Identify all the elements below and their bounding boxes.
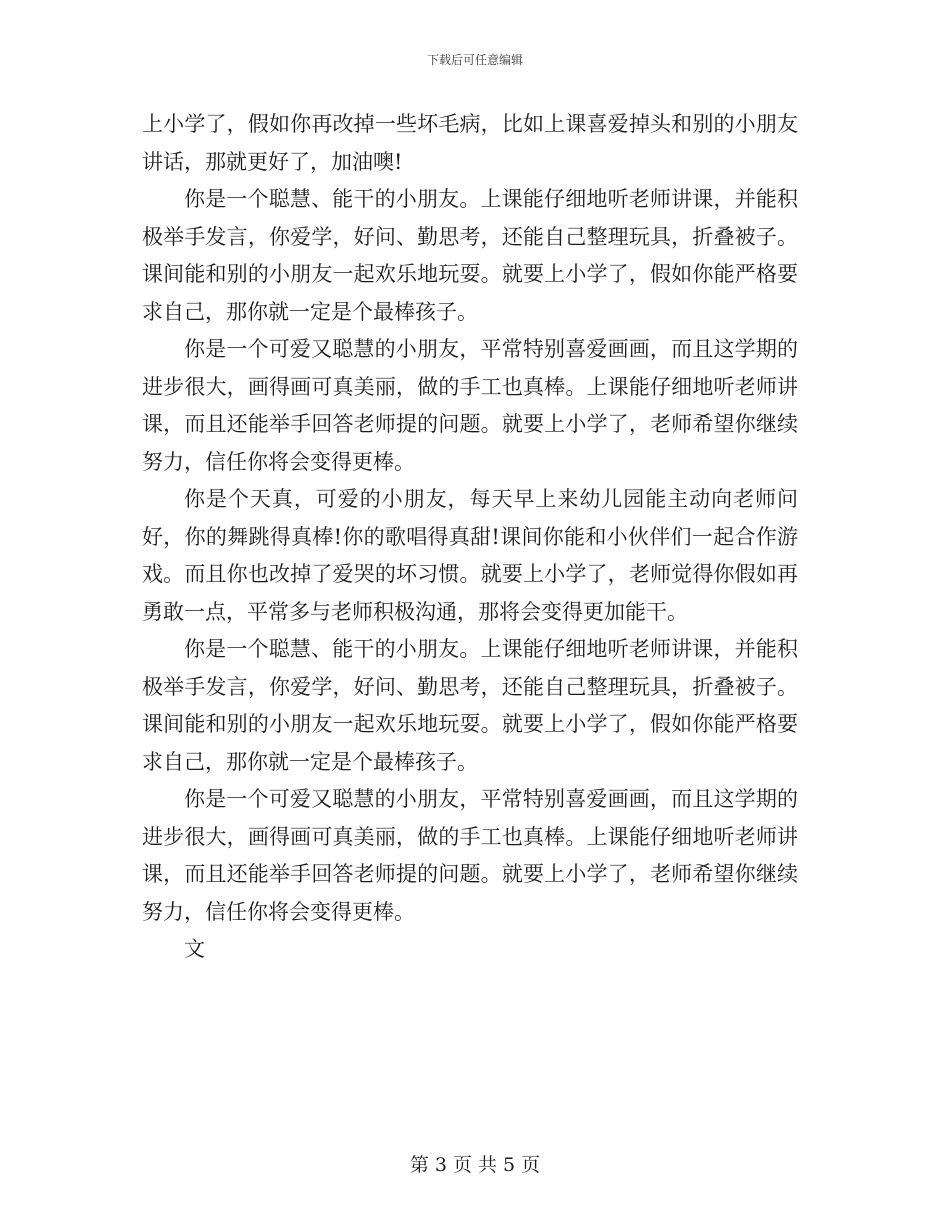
paragraph: 你是个天真，可爱的小朋友，每天早上来幼儿园能主动向老师问好，你的舞跳得真棒!你的歌唱得真甜!课间你能和小伙伴们一起合作游戏。而且你也改掉了爱哭的坏习惯。就要上小学了，老师觉得你假如再勇敢一点，平常多与老师积极沟通，那将会变得更加能干。 [142,487,798,624]
page-footer: 第 3 页 共 5 页 [409,1154,541,1176]
paragraph-fragment: 文 [184,937,205,961]
paragraph: 你是一个聪慧、能干的小朋友。上课能仔细地听老师讲课，并能积极举手发言，你爱学，好问、勤思考，还能自己整理玩具，折叠被子。课间能和别的小朋友一起欢乐地玩耍。就要上小学了，假如你能严格要求自己，那你就一定是个最棒孩子。 [142,637,798,774]
document-body [142,106,798,969]
paragraph: 你是一个可爱又聪慧的小朋友，平常特别喜爱画画，而且这学期的进步很大，画得画可真美丽，做的手工也真棒。上课能仔细地听老师讲课，而且还能举手回答老师提的问题。就要上小学了，老师希望你继续努力，信任你将会变得更棒。 [142,787,798,924]
paragraph: 你是一个聪慧、能干的小朋友。上课能仔细地听老师讲课，并能积极举手发言，你爱学，好问、勤思考，还能自己整理玩具，折叠被子。课间能和别的小朋友一起欢乐地玩耍。就要上小学了，假如你能严格要求自己，那你就一定是个最棒孩子。 [142,187,798,324]
paragraph-continued: 上小学了，假如你再改掉一些坏毛病，比如上课喜爱掉头和别的小朋友讲话，那就更好了，加油噢! [142,112,798,174]
page-header: 下载后可任意编辑 [426,53,523,67]
paragraph: 你是一个可爱又聪慧的小朋友，平常特别喜爱画画，而且这学期的进步很大，画得画可真美丽，做的手工也真棒。上课能仔细地听老师讲课，而且还能举手回答老师提的问题。就要上小学了，老师希望你继续努力，信任你将会变得更棒。 [142,337,798,474]
